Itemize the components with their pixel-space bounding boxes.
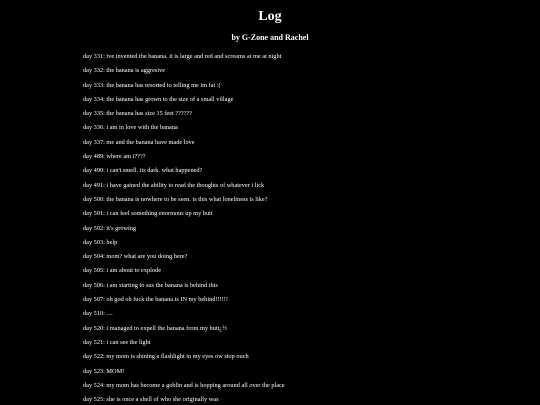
log-entry: day 505: i am about to explode (83, 267, 161, 275)
log-entry: day 525: she is once a shell of who she originally was (83, 396, 219, 404)
log-entry: day 503: help (83, 238, 118, 246)
log-entry: day 490: i can't smell. its dark. what happened? (83, 167, 203, 175)
log-entry: day 502: it's growing (83, 224, 137, 232)
log-entry: day 489: where am i???? (83, 153, 146, 161)
log-entry: day 510: .... (83, 310, 113, 318)
byline: by G-Zone and Rachel (231, 33, 309, 42)
log-entry: day 333: the banana has resorted to telling me im fat :( (83, 81, 221, 89)
log-entry: day 522: my mom is shining a flashlight in my eyes ow stop ouch (83, 353, 249, 361)
log-entry: day 504: mom? what are you doing here? (83, 253, 188, 261)
log-entry: day 491: i have gained the ability to read the thoughts of whatever i lick (83, 181, 265, 189)
log-entry-list (83, 50, 285, 405)
log-entry: day 506: i am starting to sus the banana is behind this (83, 281, 218, 289)
log-entry: day 337: me and the banana have made love (83, 138, 195, 146)
log-entry: day 331: ive invented the banana. it is large and red and screams at me at night (83, 53, 282, 60)
log-entry: day 520: i managed to expell the banana from my butt¿½ (83, 324, 227, 332)
log-entry: day 521: i can see the light (83, 338, 151, 346)
log-entry: day 507: oh god oh fuck the banana is IN my behind!!!!!! (83, 296, 228, 304)
log-entry: day 334: the banana has grown to the size of a small village (83, 95, 234, 103)
log-entry: day 500: the banana is nowhere to be seen. is this what loneliness is like? (83, 195, 268, 203)
log-entry: day 332: the banana is aggresive (83, 67, 166, 75)
log-entry: day 335: the banana has size 15 feet ?????? (83, 110, 193, 118)
log-entry: day 523: MOM! (83, 367, 125, 375)
page-title: Log (258, 9, 282, 24)
log-entry: day 524: my mom has become a goblin and is hopping around all over the place (83, 381, 285, 389)
log-entry: day 336: i am in love with the banana (83, 124, 178, 132)
log-entry: day 501: i can feel something enormous up my butt (83, 210, 213, 218)
